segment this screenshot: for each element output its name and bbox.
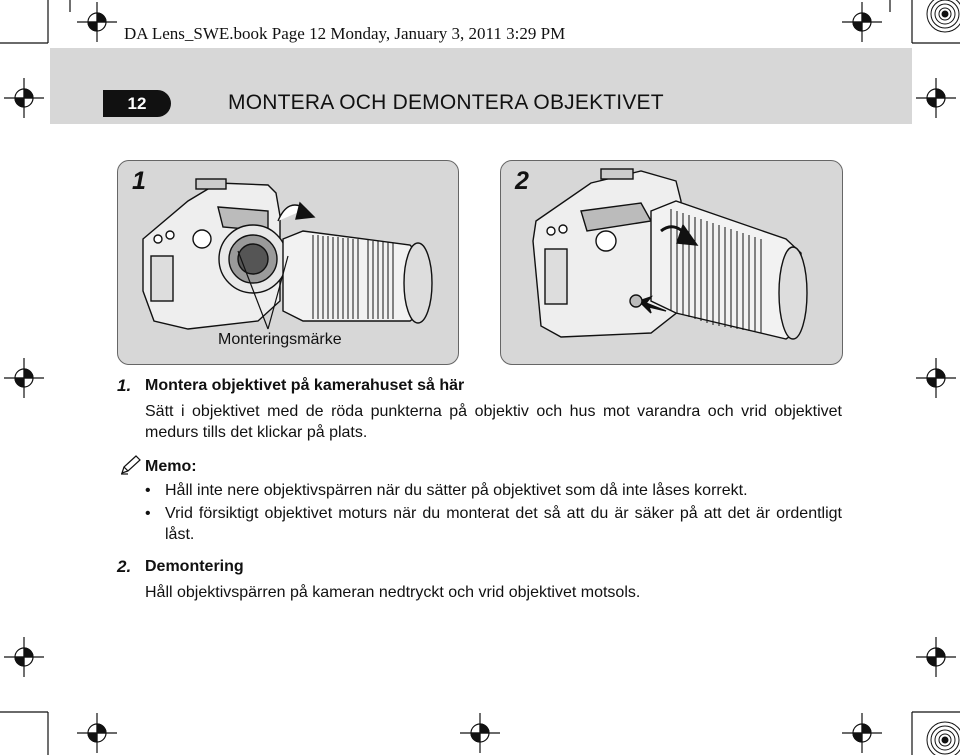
figure-number: 2 [515,167,529,195]
figure-remove-lens [500,160,843,365]
figure-mount-lens [117,160,459,365]
step-number: 2. [117,557,132,576]
step-body: Håll objektivspärren på kameran nedtryckt och vrid objektivet motsols. [145,584,641,601]
step-number: 1. [117,376,132,395]
page-number-tab: 12 [103,90,171,117]
step-heading: Demontering [145,558,244,575]
camera-lens-removal-illustration [501,161,842,364]
page-title: MONTERA OCH DEMONTERA OBJEKTIVET [228,91,664,114]
pencil-icon [120,455,142,475]
mount-mark-label: Monteringsmärke [218,331,342,348]
bullet: • [145,482,151,499]
memo-item [145,503,842,545]
print-slug: DA Lens_SWE.book Page 12 Monday, January 3, 2011 3:29 PM [124,24,566,43]
memo-item-text: Håll inte nere objektivspärren när du sätter på objektivet som då inte låses korrekt. [165,482,748,499]
memo-item-text: Vrid försiktigt objektivet moturs när du monterat det så att du är säker på att det är ordentligt låst. [165,505,842,543]
memo-list [145,480,842,547]
memo-item [145,480,842,501]
step-heading: Montera objektivet på kamerahuset så här [145,377,465,394]
step-body: Sätt i objektivet med de röda punkterna på objektiv och hus mot varandra och vrid objektivet medurs tills det klickar på plats. [145,403,842,441]
bullet: • [145,505,151,522]
figure-number: 1 [132,167,146,195]
memo-heading: Memo: [145,458,197,475]
